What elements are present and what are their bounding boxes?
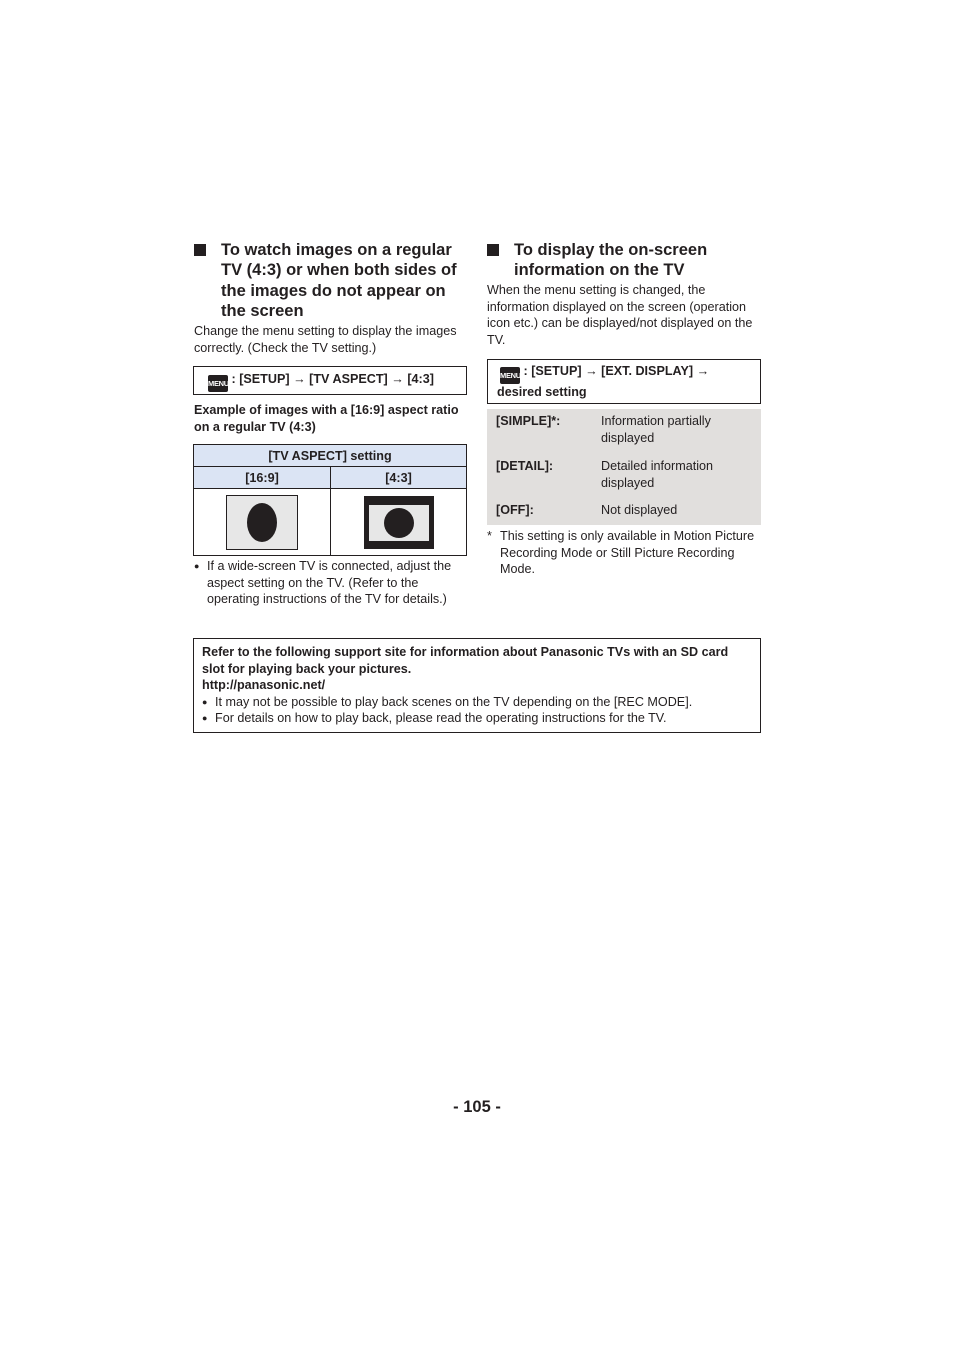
stretched-circle-shape — [247, 503, 277, 542]
square-bullet-icon — [194, 244, 206, 256]
letterbox-screen-area — [369, 505, 429, 541]
left-section-heading — [194, 240, 474, 322]
tv-aspect-col-16-9: [16:9] — [194, 467, 331, 489]
footnote-mark: * — [487, 529, 492, 543]
tv-aspect-image-16-9 — [194, 489, 331, 556]
right-section-heading — [487, 240, 767, 282]
menu-icon: MENU — [500, 367, 520, 384]
option-label: [OFF]: — [496, 503, 534, 517]
footnote-text: This setting is only available in Motion Picture Recording Mode or Still Picture Recording Mode. — [500, 529, 755, 577]
round-circle-shape — [384, 508, 414, 538]
tv-aspect-image-4-3 — [331, 489, 467, 556]
square-bullet-icon — [487, 244, 499, 256]
left-intro-text: Change the menu setting to display the images correctly. (Check the TV setting.) — [194, 324, 457, 355]
ext-display-menu-line2: desired setting — [497, 385, 587, 399]
left-heading-text: To watch images on a regular TV (4:3) or when both sides of the images do not appear on the screen — [221, 241, 457, 321]
ext-display-menu-path — [487, 359, 761, 404]
right-heading-text: To display the on-screen information on the TV — [514, 241, 708, 280]
option-value: Information partially displayed — [601, 414, 711, 445]
menu-icon: MENU — [208, 375, 228, 392]
tv-aspect-table — [193, 444, 467, 556]
bullet-icon: ● — [202, 696, 208, 707]
tv-aspect-menu-path — [193, 366, 467, 395]
option-value: Detailed information displayed — [601, 459, 714, 490]
tv-aspect-menu-path-text: : [SETUP] → [TV ASPECT] → [4:3] — [231, 372, 434, 386]
ext-display-options — [487, 409, 761, 525]
stretched-image-illustration — [226, 495, 298, 550]
info-bullet-1: ● It may not be possible to play back scenes on the TV depending on the [REC MODE]. — [202, 694, 693, 709]
support-info-box — [193, 638, 761, 733]
tv-aspect-table-header: [TV ASPECT] setting — [194, 445, 467, 467]
option-value: Not displayed — [601, 503, 678, 517]
right-intro-text: When the menu setting is changed, the information displayed on the screen (operation icon etc.) can be displayed/not displayed on the TV. — [487, 283, 753, 347]
letterboxed-image-illustration — [364, 496, 434, 549]
support-info-text: Refer to the following support site for information about Panasonic TVs with an SD card slot for playing back your pictures. http://panasonic.net/ — [202, 644, 760, 694]
bullet-icon: ● — [202, 713, 208, 724]
tv-aspect-col-4-3: [4:3] — [331, 467, 467, 489]
ext-display-menu-line1: : [SETUP] → [EXT. DISPLAY] → — [523, 364, 710, 378]
option-label: [DETAIL]: — [496, 459, 554, 473]
example-caption: Example of images with a [16:9] aspect ratio on a regular TV (4:3) — [194, 403, 459, 434]
widescreen-note-text: If a wide-screen TV is connected, adjust the aspect setting on the TV. (Refer to the operating instructions of the TV for details.) — [207, 559, 452, 607]
bullet-icon: ● — [194, 561, 200, 571]
info-bullet-2: ● For details on how to play back, please read the operating instructions for the TV. — [202, 711, 667, 726]
page-number: - 105 - — [453, 1098, 501, 1116]
support-url: http://panasonic.net/ — [202, 678, 326, 693]
option-label: [SIMPLE]*: — [496, 414, 561, 428]
